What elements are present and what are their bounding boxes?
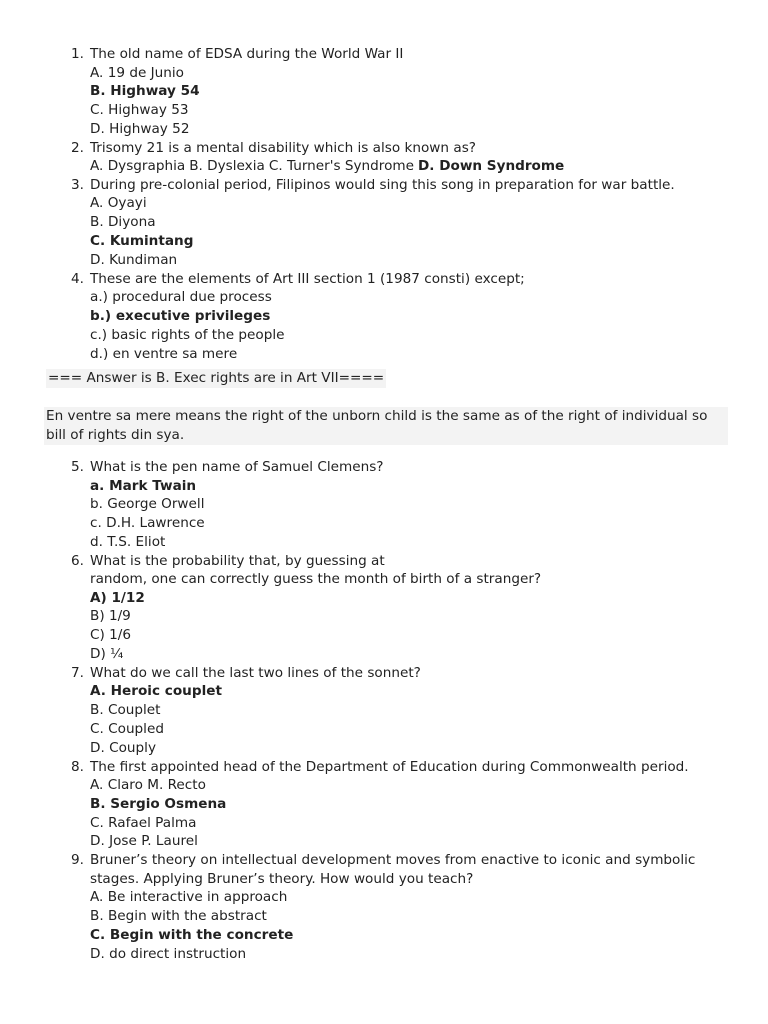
- question-text: What is the probability that, by guessing at: [90, 552, 385, 569]
- answer-option: C. Turner's Syndrome: [268, 158, 415, 175]
- question-text: The first appointed head of the Department of Education during Commonwealth period.: [90, 758, 689, 775]
- answer-option: c. D.H. Lawrence: [90, 515, 205, 532]
- correct-answer-option: A) 1/12: [90, 589, 145, 606]
- question-item: [0, 45, 768, 139]
- correct-answer-option: D. Down Syndrome: [418, 158, 565, 175]
- answer-option: d.) en ventre sa mere: [90, 345, 238, 362]
- answer-option: A. Be interactive in approach: [90, 889, 288, 906]
- answer-option: A. Oyayi: [90, 195, 147, 212]
- answer-note: === Answer is B. Exec rights are in Art VII====: [48, 370, 385, 386]
- correct-answer-option: B. Highway 54: [90, 83, 200, 100]
- answer-option: c.) basic rights of the people: [90, 326, 285, 343]
- correct-answer-option: B. Sergio Osmena: [90, 795, 227, 812]
- question-number: 6.: [71, 552, 84, 569]
- answer-option: A. Dysgraphia: [90, 158, 186, 175]
- explanation-paragraph: En ventre sa mere means the right of the unborn child is the same as of the right of individual so bill of rights din sya.: [44, 407, 728, 445]
- question-text: The old name of EDSA during the World War II: [90, 46, 404, 62]
- answer-option: A. 19 de Junio: [90, 64, 184, 81]
- question-number: 4.: [71, 270, 84, 287]
- question-text: These are the elements of Art III section 1 (1987 consti) except;: [90, 270, 525, 287]
- question-item: [0, 664, 768, 758]
- question-number: 8.: [71, 758, 84, 775]
- question-number: 7.: [71, 664, 84, 681]
- question-text: During pre-colonial period, Filipinos would sing this song in preparation for war battle.: [90, 176, 675, 193]
- answer-option: a.) procedural due process: [90, 289, 272, 306]
- question-number: 3.: [71, 176, 84, 193]
- answer-option: B. Couplet: [90, 702, 161, 719]
- answer-option: D) ¼: [90, 646, 124, 663]
- question-number: 9.: [71, 852, 84, 869]
- question-item: [0, 851, 768, 963]
- question-item: [0, 458, 768, 552]
- answer-option: D. Jose P. Laurel: [90, 833, 198, 850]
- answer-option: A. Claro M. Recto: [90, 777, 206, 794]
- answer-option: C. Rafael Palma: [90, 814, 197, 831]
- question-number: 1.: [71, 46, 84, 62]
- question-item: [0, 552, 768, 664]
- answer-option: d. T.S. Eliot: [90, 533, 166, 550]
- question-list-1: [0, 45, 768, 363]
- answer-option: C) 1/6: [90, 627, 131, 644]
- question-number: 5.: [71, 459, 84, 475]
- correct-answer-option: C. Kumintang: [90, 233, 194, 250]
- answer-option: B) 1/9: [90, 608, 131, 625]
- answer-option: B. Begin with the abstract: [90, 908, 267, 925]
- question-item: [0, 270, 768, 364]
- inline-options: [90, 157, 728, 176]
- answer-option: D. Highway 52: [90, 120, 190, 137]
- correct-answer-option: A. Heroic couplet: [90, 683, 222, 700]
- answer-option: C. Highway 53: [90, 102, 189, 119]
- correct-answer-option: C. Begin with the concrete: [90, 926, 294, 943]
- answer-option: D. Kundiman: [90, 251, 178, 268]
- answer-option: B. Diyona: [90, 214, 156, 231]
- question-number: 2.: [71, 139, 84, 156]
- question-text: random, one can correctly guess the month of birth of a stranger?: [90, 571, 542, 588]
- answer-option: D. do direct instruction: [90, 945, 247, 962]
- question-item: [0, 758, 768, 852]
- question-text: Trisomy 21 is a mental disability which is also known as?: [90, 139, 476, 156]
- answer-option: b. George Orwell: [90, 496, 205, 513]
- answer-option: C. Coupled: [90, 720, 164, 737]
- correct-answer-option: b.) executive privileges: [90, 307, 271, 324]
- question-text: What is the pen name of Samuel Clemens?: [90, 459, 384, 475]
- question-list-2: [0, 458, 768, 963]
- answer-option: B. Dyslexia: [189, 158, 265, 175]
- correct-answer-option: a. Mark Twain: [90, 477, 197, 494]
- question-item: [0, 176, 768, 270]
- question-text: Bruner’s theory on intellectual development moves from enactive to iconic and symbolic stages. Applying Bruner’s theory. How would you teach?: [90, 852, 696, 887]
- question-item: [0, 139, 768, 176]
- question-text: What do we call the last two lines of the sonnet?: [90, 664, 421, 681]
- answer-option: D. Couply: [90, 739, 156, 756]
